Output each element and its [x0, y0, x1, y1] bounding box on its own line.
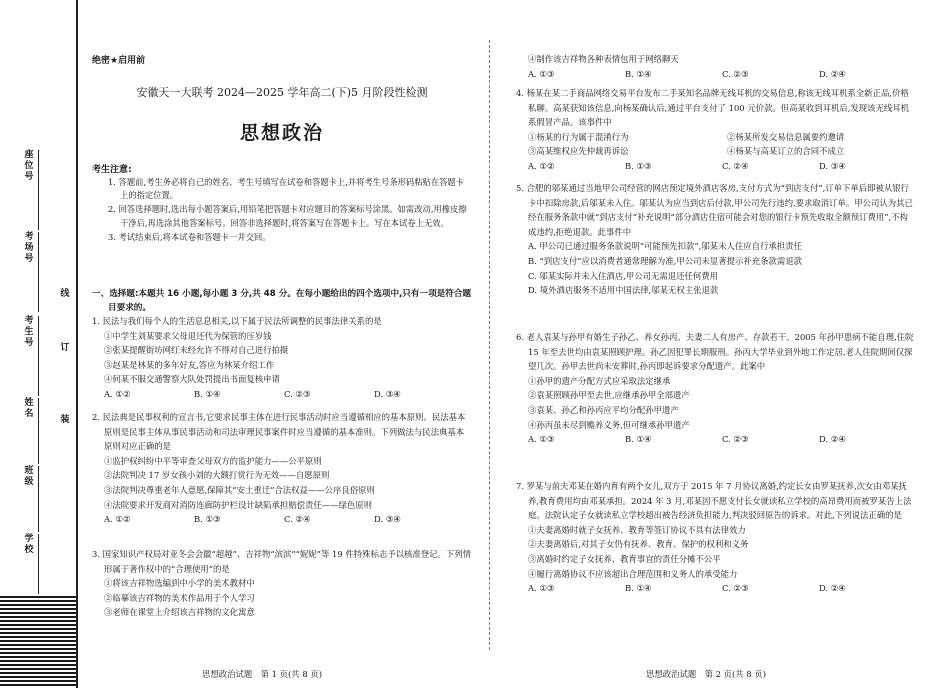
option: D. ②④: [819, 583, 846, 594]
statement: ③老师在课堂上介绍该吉祥物的文化寓意: [104, 607, 255, 618]
statement: ③袁某、孙乙和孙丙应平均分配孙甲遗产: [528, 404, 679, 415]
option: D. ②④: [819, 68, 846, 79]
binding-field-name: [20, 398, 42, 464]
binding-field-label: 考生号: [24, 316, 34, 348]
question-7: [516, 479, 916, 596]
statement: ③高某维权应先仲裁再诉讼: [528, 146, 629, 157]
option: C. ②③: [722, 583, 749, 594]
binding-field-label: 姓名: [24, 398, 34, 419]
binding-field-seat: [20, 150, 42, 230]
notice-item: 3. 考试结束后,将本试卷和答题卡一并交回。: [108, 231, 271, 242]
binding-field-class: [20, 466, 42, 532]
question-3: [92, 547, 472, 620]
statement: B. “到店支付”应以消费者通常理解为准,甲公司未显著提示补充条款需退款: [528, 255, 802, 266]
answer-options: [92, 512, 472, 527]
column-divider: [489, 40, 490, 650]
write-line: [38, 398, 39, 464]
option: D. ③④: [374, 514, 401, 525]
option: B. ①④: [625, 434, 652, 445]
option: D. ③④: [374, 388, 401, 399]
binding-field-label: 考场号: [24, 232, 34, 264]
option: A. ①②: [528, 160, 555, 171]
binding-line: [76, 0, 78, 688]
statement: ②张某提醒街坊网红未经允许不得对自己进行拍摄: [104, 345, 289, 356]
binding-field-school: [20, 534, 42, 594]
exam-title: 安徽天一大联考 2024—2025 学年高二(下)5 月阶段性检测: [136, 86, 428, 99]
statement: ①杨某的行为属于混淆行为: [528, 131, 629, 142]
binding-field-label: 学校: [24, 534, 34, 555]
question-stem: 1. 民法与我们每个人的生活息息相关,以下属于民法所调整的民事法律关系的是: [92, 316, 382, 326]
option: B. ①③: [625, 160, 652, 171]
question-6: [516, 330, 916, 447]
binding-mark-line: 线: [60, 289, 70, 299]
answer-options: [516, 159, 916, 174]
statement: ①孙甲的遗产分配方式应采取法定继承: [528, 375, 671, 386]
notice-list: [108, 176, 470, 245]
binding-mark-bind: 装: [60, 415, 70, 425]
question-stem: 7. 罗某与前夫邓某在婚内育有两个女儿,双方于 2015 年 7 月协议离婚,约定长女由罗某抚养,次女由邓某抚养,教育费用均由邓某承担。2024 年 3 月,邓某因不愿支付长女就读私立学校的高昂费用而被罗某告上法庭。法院认定子女就读私立学校超出被告经济负担能力,判决驳回原告的诉求。对此,下列说法正确的是: [516, 481, 912, 521]
option: A. ①③: [528, 68, 555, 79]
option: D. ②④: [819, 434, 846, 445]
option: A. ①③: [528, 434, 555, 445]
page-2: [516, 0, 916, 688]
option: A. ①②: [104, 388, 131, 399]
answer-options: [92, 387, 472, 402]
option: C. ②④: [284, 514, 311, 525]
answer-options: [516, 432, 916, 447]
statement: ②法院判决 17 岁女孩小刘的大额打赏行为无效——自愿原则: [104, 470, 330, 481]
option: C. ②④: [722, 160, 749, 171]
statement: ②临摹该吉祥物的美术作品用于个人学习: [104, 592, 255, 603]
stripe-pattern: [0, 596, 76, 688]
notice-heading: 考生注意:: [92, 165, 132, 175]
statement: ④何某不服交通警察大队处罚提出书面复核申请: [104, 374, 280, 385]
subject-title: 思想政治: [239, 122, 324, 144]
section-heading: 一、选择题:本题共 16 小题,每小题 3 分,共 48 分。在每小题给出的四个选项中,只有一项是符合题目要求的。: [92, 289, 472, 313]
question-stem: 5. 合肥的邬某通过当地甲公司经营的网店预定境外酒店客房,支付方式为“到店支付”,订单下单后即被从银行卡中扣除房款,后邬某未入住。邬某认为应当到店后付款,甲公司先行违约,要求取消订单。甲公司认为其已经在服务条款中就“到店支付”补充说明“部分酒店住宿可能会对您的银行卡预先收取全额预订费用”,不构成违约,拒绝退款。此事件中: [516, 183, 913, 237]
option: B. ①③: [194, 514, 221, 525]
statement: ②袁某照顾孙甲至去世,应继承孙甲全部遗产: [528, 390, 690, 401]
statement: ③离婚时约定子女抚养、教育事宜的责任分摊不公平: [528, 553, 721, 564]
write-line: [38, 316, 39, 396]
question-3-continued: [516, 52, 916, 81]
statement: C. 邬某实际并未入住酒店,甲公司无需退还任何费用: [528, 270, 718, 281]
option: B. ①④: [194, 388, 221, 399]
option: A. ①②: [104, 514, 131, 525]
page-1: [92, 0, 472, 688]
write-line: [38, 466, 39, 532]
question-2: [92, 410, 472, 527]
secret-label: 绝密★启用前: [92, 56, 146, 66]
write-line: [38, 150, 39, 230]
binding-field-label: 班级: [24, 466, 34, 487]
notice-item: 1. 答题前,考生务必将自己的姓名、考生号填写在试卷和答题卡上,并将考生号条形码粘贴在答题卡上的指定位置。: [108, 177, 465, 201]
answer-options: [516, 581, 916, 596]
binding-field-label: 座位号: [24, 150, 34, 182]
question-4: [516, 86, 916, 174]
option: C. ②③: [284, 388, 311, 399]
statement: ②杨某所发交易信息属要约邀请: [726, 131, 845, 142]
statement: ③赵某是林某的多年好友,答应为林某介绍工作: [104, 359, 275, 370]
statement: ①中学生刘某要求父母退还代为保管的压岁钱: [104, 330, 272, 341]
question-stem: 2. 民法典是民事权利的宣言书,它要求民事主体在进行民事活动时应当遵循相应的基本原则。民法基本原则是民事主体从事民事活动和司法审理民事案件时应当遵循的基本准则。下列做法与民法典基本原则对应正确的是: [92, 412, 466, 452]
statement-row: [516, 130, 916, 145]
binding-field-room: [20, 232, 42, 312]
answer-options: [516, 67, 916, 82]
statement: A. 甲公司已通过服务条款说明“可能预先扣款”,邬某未人住应自行承担责任: [528, 241, 802, 252]
question-5: [516, 181, 916, 298]
write-line: [38, 232, 39, 312]
binding-field-candidate: [20, 316, 42, 396]
question-1: [92, 314, 472, 402]
write-line: [38, 534, 39, 594]
option: B. ①④: [625, 68, 652, 79]
notice-item: 2. 回答选择题时,选出每小题答案后,用铅笔把答题卡对应题目的答案标号涂黑。如需改动,用橡皮擦干净后,再选涂其他答案标号。回答非选择题时,将答案写在答题卡上。写在本试卷上无效。: [108, 204, 467, 228]
statement: ③法院判决尊重老年人意愿,保障其“安土重迁”合法权益——公序良俗原则: [104, 484, 375, 495]
statement: ②夫妻离婚后,对其子女仍有抚养、教育、保护的权利和义务: [528, 539, 749, 550]
question-stem: 3. 国家知识产权局对亚冬会会徽“超越”、吉祥物“滨滨”“妮妮”等 19 件特殊标志予以核准登记。下列情形属于著作权中的“合理使用”的是: [92, 549, 471, 574]
statement: ④制作该吉祥物各种表情包用于网络聊天: [528, 54, 679, 64]
statement: ④杨某与高某订立的合同不成立: [726, 146, 845, 157]
statement: D. 境外酒店服务不适用中国法律,邬某无权主张退款: [528, 285, 719, 296]
binding-mark-staple: 订: [60, 343, 70, 353]
option: A. ①③: [528, 583, 555, 594]
binding-margin: [0, 0, 80, 688]
page-footer: 思想政治试题 第 1 页(共 8 页): [202, 669, 322, 679]
statement: ④法院要求开发商对消防连廊防护栏设计缺陷承担赔偿责任——绿色原则: [104, 499, 372, 510]
option: C. ②③: [722, 68, 749, 79]
statement: ①将该吉祥物选编到中小学的美术教材中: [104, 578, 255, 589]
option: B. ①④: [625, 583, 652, 594]
question-stem: 6. 老人袁某与孙甲有婚生子孙乙、养女孙丙。夫妻二人有房产、存款若干。2005 年孙甲患病不能自理,住院 15 年至去世均由袁某照顾护理。孙乙因犯罪长期服刑。孙丙大学毕业到外地工作定居,老人住院期间仅探望几次。孙甲去世尚未安葬时,孙丙即起诉要求分配遗产。此案中: [516, 332, 914, 372]
question-stem: 4. 杨某在某二手商品网络交易平台发布二手某知名品牌无线耳机的交易信息,称该无线耳机系全新正品,价格私聊。高某获知该信息,向杨某确认后,通过平台支付了 100 元价款。但高某收到耳机后,发现该无线耳机系假冒产品。该事件中: [516, 88, 910, 128]
statement: ④孙丙虽未尽到赡养义务,但可继承孙甲遗产: [528, 419, 690, 430]
statement: ①监护权纠纷中平等审查父母双方的监护能力——公平原则: [104, 455, 322, 466]
option: C. ②③: [722, 434, 749, 445]
option: D. ③④: [819, 160, 846, 171]
page-footer: 思想政治试题 第 2 页(共 8 页): [646, 669, 766, 679]
statement: ④履行离婚协议不应该超出合理范围和义务人的承受能力: [528, 568, 738, 579]
statement: ①夫妻离婚时就子女抚养、教育等签订协议不具有法律效力: [528, 524, 746, 535]
statement-row: [516, 144, 916, 159]
